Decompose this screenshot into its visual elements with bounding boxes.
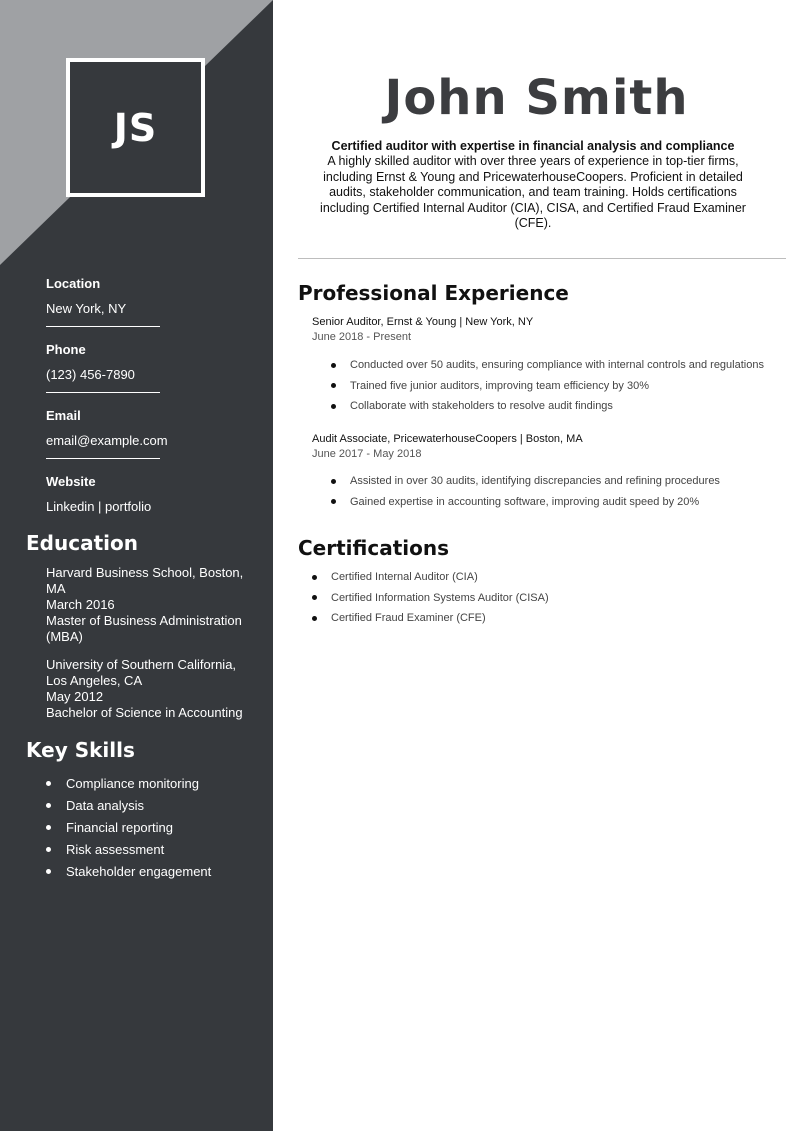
- summary: A highly skilled auditor with over three years of experience in top-tier firms, including Ernst & Young and PricewaterhouseCoopers. Proficient in detailed audits, stakeholder communication, and team training. Holds certifications including Certified Internal Auditor (CIA), CISA, and Certified Fraud Examiner (CFE).: [320, 154, 746, 230]
- divider: [46, 392, 160, 393]
- contact-email: [46, 408, 246, 459]
- contact-website: [46, 474, 246, 514]
- education-heading: Education: [26, 531, 138, 555]
- skill-label: Compliance monitoring: [66, 775, 199, 791]
- skill-label: Data analysis: [66, 797, 145, 813]
- bullet-icon: [46, 847, 51, 852]
- divider: [46, 326, 160, 327]
- bullet-text: Gained expertise in accounting software, improving audit speed by 20%: [350, 495, 700, 508]
- section-divider: [298, 258, 786, 259]
- bullet-icon: [312, 616, 317, 621]
- experience-heading: Professional Experience: [298, 281, 569, 305]
- bullet-icon: [46, 869, 51, 874]
- certifications-heading: Certifications: [298, 536, 449, 560]
- bullet-text: Trained five junior auditors, improving team efficiency by 30%: [350, 379, 649, 392]
- education-school: Harvard Business School, Boston, MA: [46, 565, 244, 596]
- education-date: March 2016: [46, 597, 115, 612]
- contact-phone: [46, 342, 246, 393]
- certification-label: Certified Information Systems Auditor (CISA): [331, 591, 549, 604]
- contact-label: Email: [46, 408, 81, 423]
- job-dates: June 2017 - May 2018: [312, 448, 422, 460]
- skill-label: Financial reporting: [66, 819, 173, 835]
- certification-item: [312, 608, 549, 629]
- certification-item: [312, 567, 549, 588]
- education-entry: [46, 657, 251, 721]
- skill-item: [46, 860, 211, 882]
- bullet-icon: [46, 825, 51, 830]
- contact-value: email@example.com: [46, 433, 168, 448]
- contact-value: New York, NY: [46, 301, 127, 316]
- bullet-icon: [312, 595, 317, 600]
- bullet-icon: [331, 404, 336, 409]
- job-title: Audit Associate, PricewaterhouseCoopers | Boston, MA: [312, 433, 583, 445]
- certification-item: [312, 588, 549, 609]
- job-bullet: [331, 471, 720, 492]
- bullet-icon: [331, 479, 336, 484]
- contact-label: Website: [46, 474, 96, 489]
- skills-list: [46, 772, 211, 882]
- bullet-icon: [312, 575, 317, 580]
- monogram-box: [66, 58, 205, 197]
- skill-label: Stakeholder engagement: [66, 863, 212, 879]
- education-degree: Bachelor of Science in Accounting: [46, 705, 243, 720]
- skills-heading: Key Skills: [26, 738, 135, 762]
- education-list: [46, 565, 251, 733]
- job-bullet: [331, 355, 764, 376]
- skill-item: [46, 794, 211, 816]
- certifications-list: [312, 567, 549, 629]
- headline: Certified auditor with expertise in financial analysis and compliance: [331, 139, 735, 153]
- contact-value: (123) 456-7890: [46, 367, 135, 382]
- contact-label: Location: [46, 276, 101, 291]
- sidebar: [0, 0, 273, 1131]
- skill-label: Risk assessment: [66, 841, 165, 857]
- job-bullet: [331, 492, 720, 513]
- job-dates: June 2018 - Present: [312, 331, 412, 343]
- divider: [46, 458, 160, 459]
- job-title: Senior Auditor, Ernst & Young | New York, NY: [312, 316, 534, 328]
- education-date: May 2012: [46, 689, 104, 704]
- education-degree: Master of Business Administration (MBA): [46, 613, 242, 644]
- job-bullets: [331, 355, 764, 417]
- bullet-icon: [46, 781, 51, 786]
- education-entry: [46, 565, 251, 645]
- bullet-text: Conducted over 50 audits, ensuring compliance with internal controls and regulations: [350, 359, 764, 372]
- bullet-icon: [46, 803, 51, 808]
- contact-section: [46, 276, 246, 514]
- bullet-icon: [331, 499, 336, 504]
- bullet-text: Assisted in over 30 audits, identifying discrepancies and refining procedures: [350, 475, 720, 488]
- skill-item: [46, 838, 211, 860]
- skill-item: [46, 772, 211, 794]
- contact-value[interactable]: Linkedin | portfolio: [46, 499, 152, 514]
- monogram-initials: JS: [113, 105, 158, 150]
- education-school: University of Southern California, Los Angeles, CA: [46, 657, 237, 688]
- contact-location: [46, 276, 246, 327]
- skill-item: [46, 816, 211, 838]
- certification-label: Certified Internal Auditor (CIA): [331, 571, 478, 584]
- job-bullet: [331, 396, 764, 417]
- bullet-text: Collaborate with stakeholders to resolve audit findings: [350, 400, 613, 413]
- bullet-icon: [331, 363, 336, 368]
- job-bullets: [331, 471, 720, 512]
- job-bullet: [331, 376, 764, 397]
- contact-label: Phone: [46, 342, 86, 357]
- bullet-icon: [331, 383, 336, 388]
- certification-label: Certified Fraud Examiner (CFE): [331, 612, 486, 625]
- candidate-name: John Smith: [384, 70, 689, 126]
